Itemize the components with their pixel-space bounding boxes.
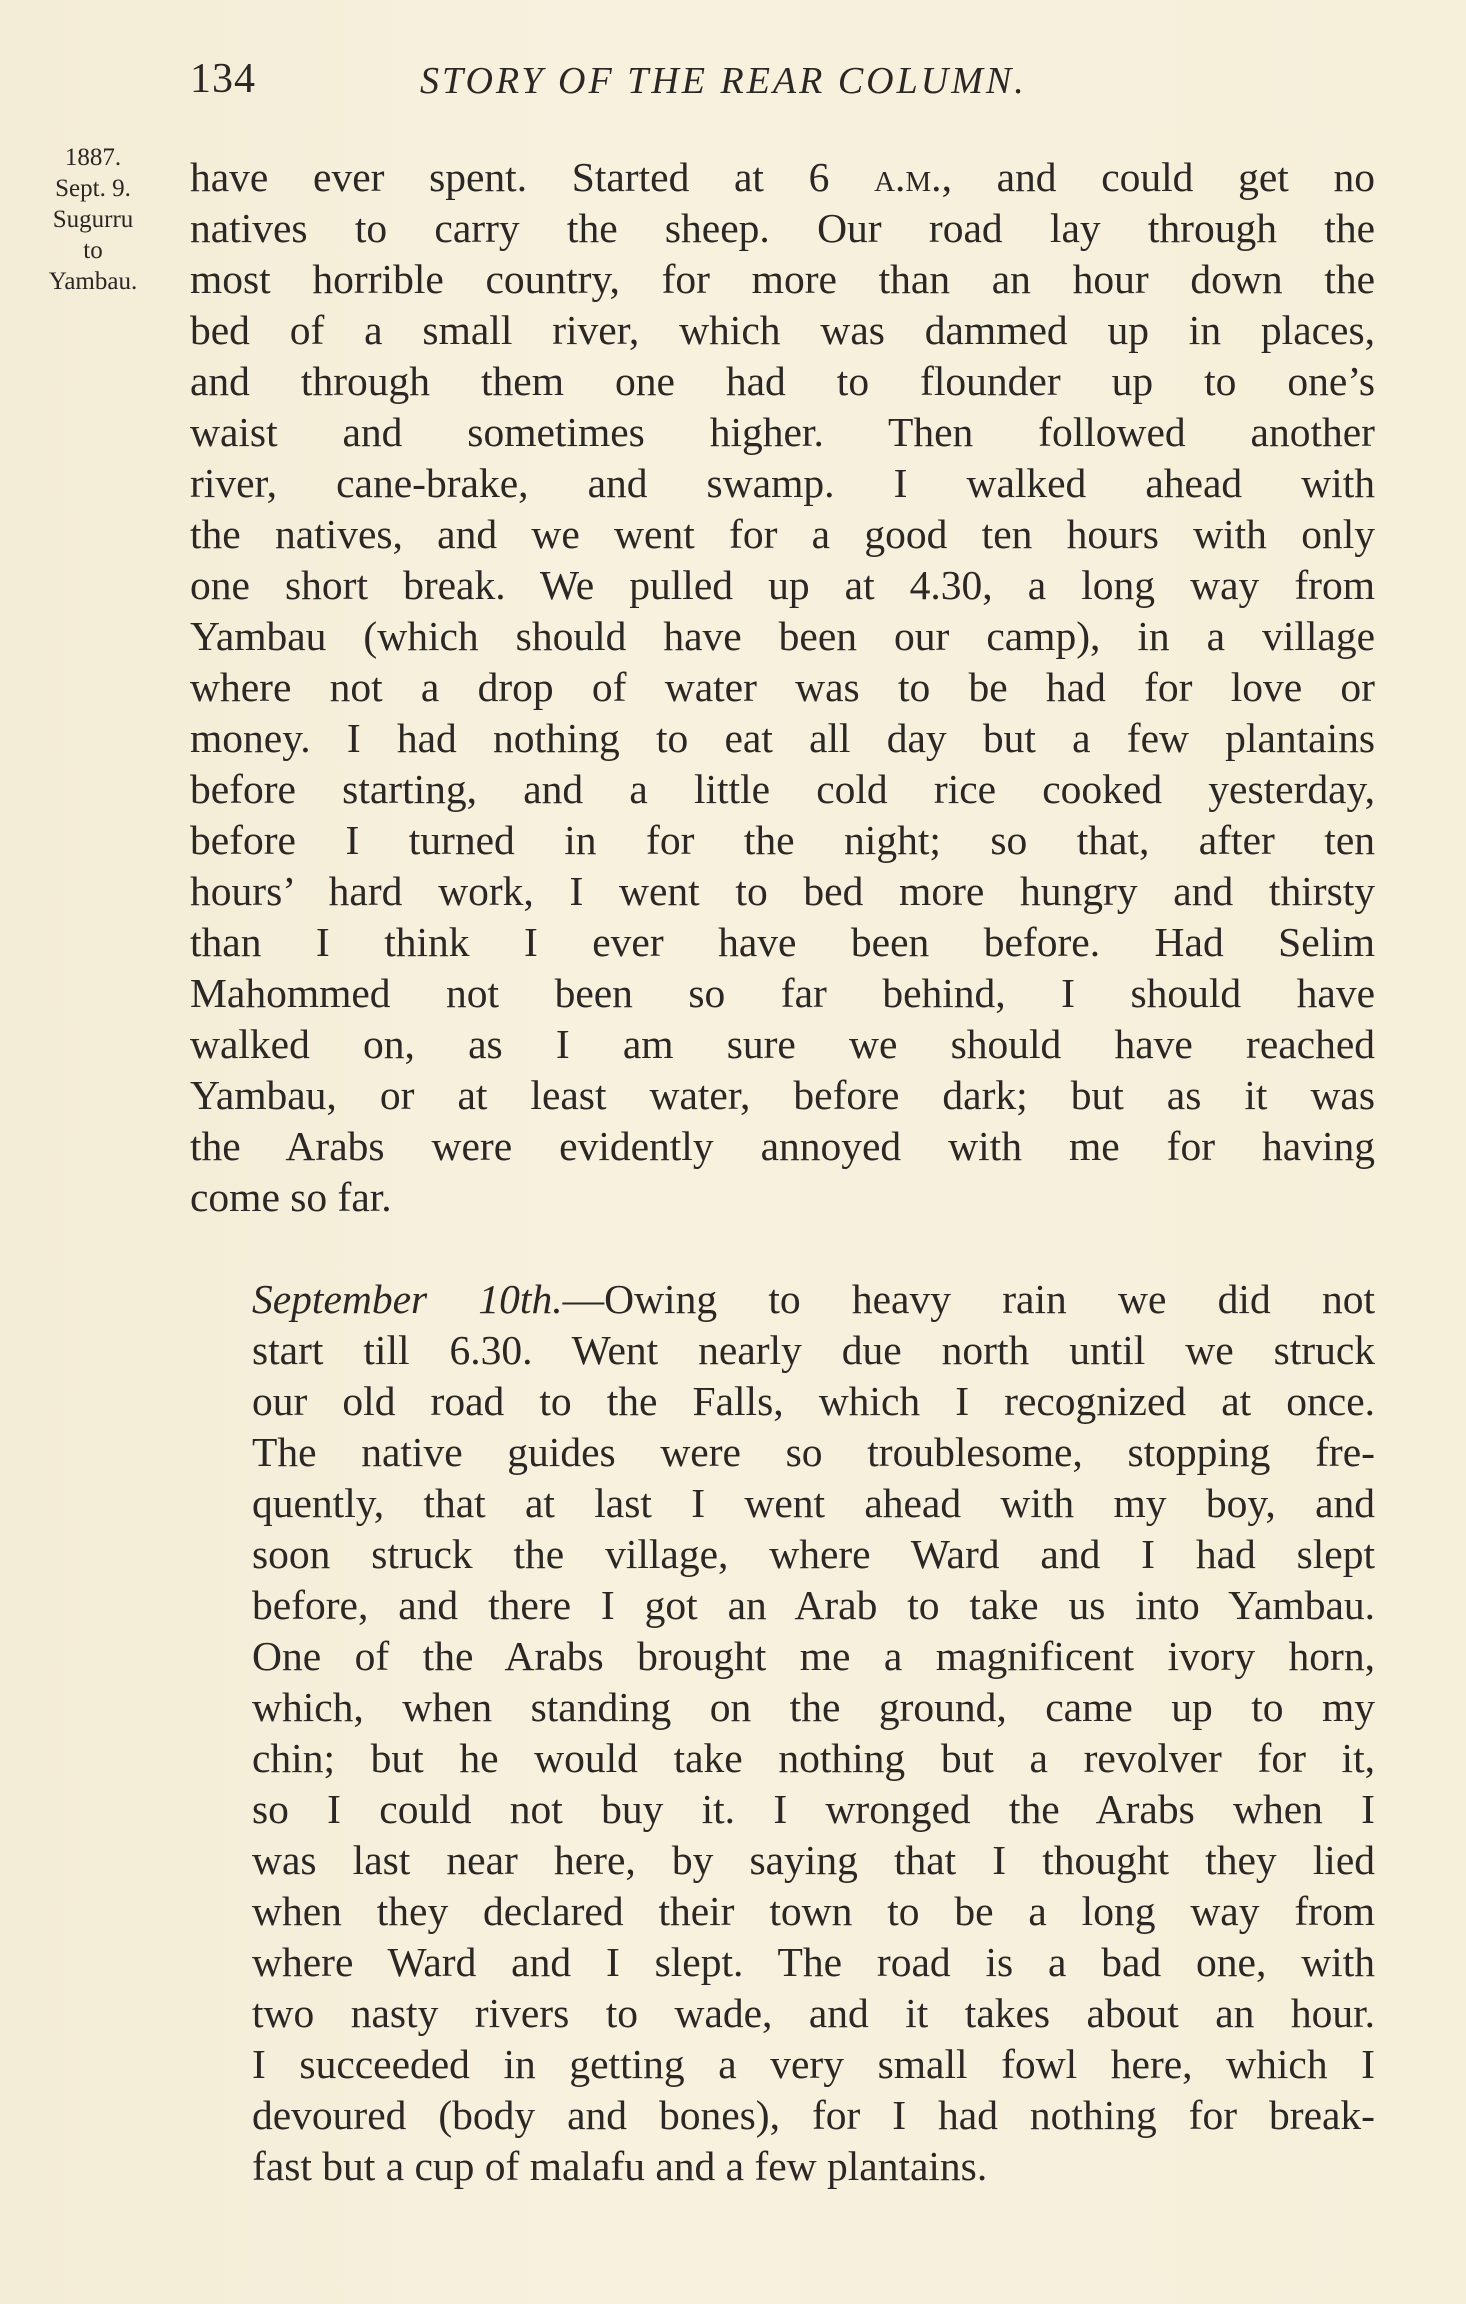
text-line: before, and there I got an Arab to take us into Yambau. — [252, 1582, 1375, 1628]
text-line: Yambau (which should have been our camp), in a village — [190, 613, 1375, 659]
running-title: STORY OF THE REAR COLUMN. — [420, 60, 1027, 102]
margin-note-to: Yambau. — [48, 268, 138, 295]
text-line: fast but a cup of malafu and a few plantains. — [252, 2143, 988, 2189]
paragraph-2 — [190, 1274, 1375, 2192]
page-number: 134 — [190, 56, 256, 102]
text-line: have ever spent. Started at 6 — [190, 154, 875, 200]
text-line: most horrible country, for more than an hour down the — [190, 256, 1375, 302]
paragraph-1-line-1 — [190, 152, 1375, 203]
text-line: —Owing to heavy rain we did not — [562, 1276, 1375, 1322]
text-line: money. I had nothing to eat all day but a few plantains — [190, 715, 1375, 761]
time-abbrev: a.m. — [874, 154, 942, 200]
text-line: when they declared their town to be a long way from — [252, 1888, 1375, 1934]
text-line: which, when standing on the ground, came up to my — [252, 1684, 1375, 1730]
text-line: come so far. — [190, 1174, 392, 1220]
text-line: , and could get no — [941, 154, 1375, 200]
margin-note-date: Sept. 9. — [55, 175, 131, 202]
text-line: the Arabs were evidently annoyed with me for having — [190, 1123, 1375, 1169]
text-line: walked on, as I am sure we should have reached — [190, 1021, 1375, 1067]
text-line: I succeeded in getting a very small fowl here, which I — [252, 2041, 1375, 2087]
text-line: quently, that at last I went ahead with my boy, and — [252, 1480, 1375, 1526]
text-line: hours’ hard work, I went to bed more hungry and thirsty — [190, 868, 1375, 914]
text-line: bed of a small river, which was dammed up in places, — [190, 307, 1375, 353]
text-line: so I could not buy it. I wronged the Arabs when I — [252, 1786, 1375, 1832]
text-line: start till 6.30. Went nearly due north until we struck — [252, 1327, 1375, 1373]
margin-note-year: 1887. — [64, 144, 122, 171]
text-line: devoured (body and bones), for I had nothing for break- — [252, 2092, 1375, 2138]
margin-note-from: Sugurru — [52, 206, 134, 233]
text-line: one short break. We pulled up at 4.30, a long way from — [190, 562, 1375, 608]
text-line: Yambau, or at least water, before dark; but as it was — [190, 1072, 1375, 1118]
paragraph-2-line-1 — [190, 1274, 1375, 1325]
margin-note — [18, 142, 168, 297]
text-line: and through them one had to flounder up to one’s — [190, 358, 1375, 404]
text-line: was last near here, by saying that I thought they lied — [252, 1837, 1375, 1883]
date-heading: September 10th. — [252, 1276, 563, 1322]
text-line: One of the Arabs brought me a magnificent ivory horn, — [252, 1633, 1375, 1679]
text-line: soon struck the village, where Ward and I had slept — [252, 1531, 1375, 1577]
text-line: our old road to the Falls, which I recognized at once. — [252, 1378, 1375, 1424]
text-line: where not a drop of water was to be had for love or — [190, 664, 1375, 710]
text-line: natives to carry the sheep. Our road lay through the — [190, 205, 1375, 251]
text-line: river, cane-brake, and swamp. I walked ahead with — [190, 460, 1375, 506]
text-line: the natives, and we went for a good ten hours with only — [190, 511, 1375, 557]
text-line: before I turned in for the night; so that, after ten — [190, 817, 1375, 863]
text-line: where Ward and I slept. The road is a bad one, with — [252, 1939, 1375, 1985]
text-line: two nasty rivers to wade, and it takes about an hour. — [252, 1990, 1375, 2036]
text-line: than I think I ever have been before. Had Selim — [190, 919, 1375, 965]
body-text — [190, 152, 1375, 2192]
text-line: Mahommed not been so far behind, I should have — [190, 970, 1375, 1016]
paragraph-1 — [190, 152, 1375, 1223]
text-line: before starting, and a little cold rice cooked yesterday, — [190, 766, 1375, 812]
margin-note-to-word: to — [83, 237, 103, 264]
text-line: waist and sometimes higher. Then followed another — [190, 409, 1375, 455]
text-line: chin; but he would take nothing but a revolver for it, — [252, 1735, 1375, 1781]
text-line: The native guides were so troublesome, stopping fre- — [252, 1429, 1375, 1475]
page-header — [190, 55, 1390, 115]
